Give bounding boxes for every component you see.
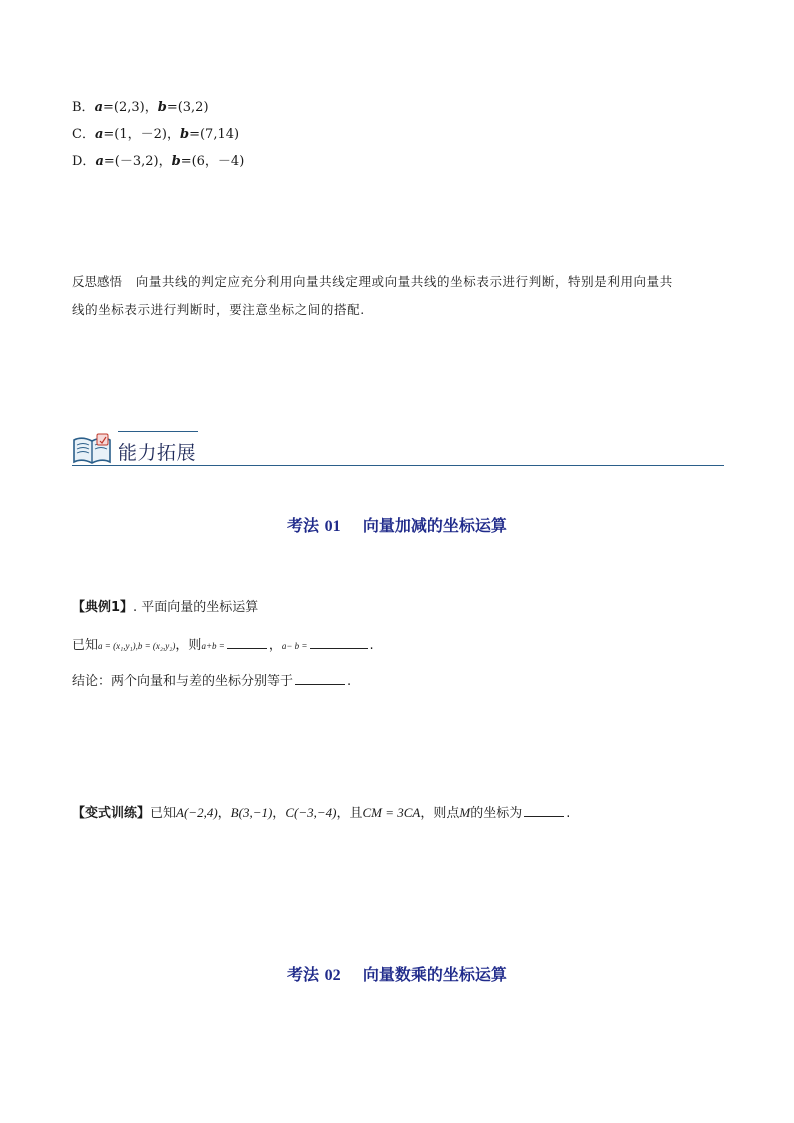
example-tag: 【典例1】	[72, 600, 134, 615]
option-b-a: =(2,3)，	[103, 100, 158, 115]
option-d-b: =(6，－4)	[180, 154, 245, 169]
var-a: a	[95, 154, 104, 169]
point-b: B(3,−1)	[230, 805, 273, 820]
kaofa-number: 02	[324, 967, 341, 984]
answer-blank-sum[interactable]	[227, 647, 267, 649]
option-b-b: =(3,2)	[166, 100, 209, 115]
var-a: a	[94, 100, 103, 115]
and-text: ，且	[336, 806, 363, 821]
ask-text-2: 的坐标为	[470, 806, 523, 821]
section-title: 能力拓展	[118, 442, 197, 464]
variant-tag: 【变式训练】	[72, 806, 151, 821]
kaofa-number: 01	[324, 518, 341, 535]
vector-a-def: a = (x₁,y₁),	[98, 641, 138, 651]
vector-relation: CM = 3CA	[362, 805, 421, 820]
period: .	[347, 674, 352, 689]
example-1-question	[72, 634, 374, 653]
section-top-line	[118, 431, 198, 432]
period: .	[566, 806, 571, 821]
example-1-heading	[72, 596, 258, 615]
point-c: C(−3,−4)	[285, 805, 337, 820]
option-c	[72, 123, 239, 142]
option-b	[72, 96, 209, 115]
section-divider	[72, 465, 724, 466]
example-title: . 平面向量的坐标运算	[133, 600, 259, 615]
point-a: A(−2,4)	[176, 805, 218, 820]
answer-blank-conclusion[interactable]	[295, 683, 345, 685]
kaofa-01-heading	[0, 513, 794, 536]
option-c-b: =(7,14)	[189, 127, 240, 142]
answer-blank-diff[interactable]	[310, 647, 368, 649]
separator: ，	[268, 638, 282, 653]
given-text: 已知	[150, 806, 177, 821]
option-b-label: B．	[72, 100, 95, 115]
reflection-paragraph	[72, 268, 724, 324]
option-d-a: =(－3,2)，	[103, 154, 172, 169]
option-d-label: D．	[72, 154, 96, 169]
kaofa-label: 考法	[287, 516, 320, 535]
answer-blank-m[interactable]	[524, 815, 564, 817]
period: .	[369, 638, 374, 653]
given-text: 已知	[72, 638, 99, 653]
reflection-line1: 向量共线的判定应充分利用向量共线定理或向量共线的坐标表示进行判断，特别是利用向量共	[135, 274, 673, 289]
var-b: b	[179, 127, 190, 142]
reflection-lead: 反思感悟	[72, 274, 123, 289]
var-a: a	[94, 127, 104, 142]
sum-expression: a+b =	[201, 641, 225, 651]
then-text: ，则	[175, 638, 202, 653]
vector-b-def: b = (x₂,y₂)	[137, 641, 176, 651]
option-c-a: =(1，－2)，	[103, 127, 180, 142]
kaofa-label: 考法	[287, 965, 320, 984]
point-m: M	[459, 805, 471, 820]
var-b: b	[171, 154, 181, 169]
var-b: b	[157, 100, 167, 115]
example-1-conclusion	[72, 670, 351, 689]
ask-text: ，则点	[420, 806, 460, 821]
open-book-icon	[72, 432, 112, 466]
diff-expression: a− b =	[281, 641, 308, 651]
reflection-line2: 线的坐标表示进行判断时，要注意坐标之间的搭配.	[72, 302, 365, 317]
kaofa-title: 向量数乘的坐标运算	[362, 965, 507, 984]
kaofa-title: 向量加减的坐标运算	[362, 516, 507, 535]
kaofa-02-heading	[0, 962, 794, 985]
option-d	[72, 150, 244, 169]
variant-training-question: 【变式训练】已知A(−2,4)，B(3,−1)，C(−3,−4)，且CM = 3CA，则点M的坐标为 .	[72, 805, 571, 821]
conclusion-text: 结论：两个向量和与差的坐标分别等于	[72, 674, 294, 689]
section-header	[72, 428, 724, 468]
option-c-label: C．	[72, 127, 95, 142]
